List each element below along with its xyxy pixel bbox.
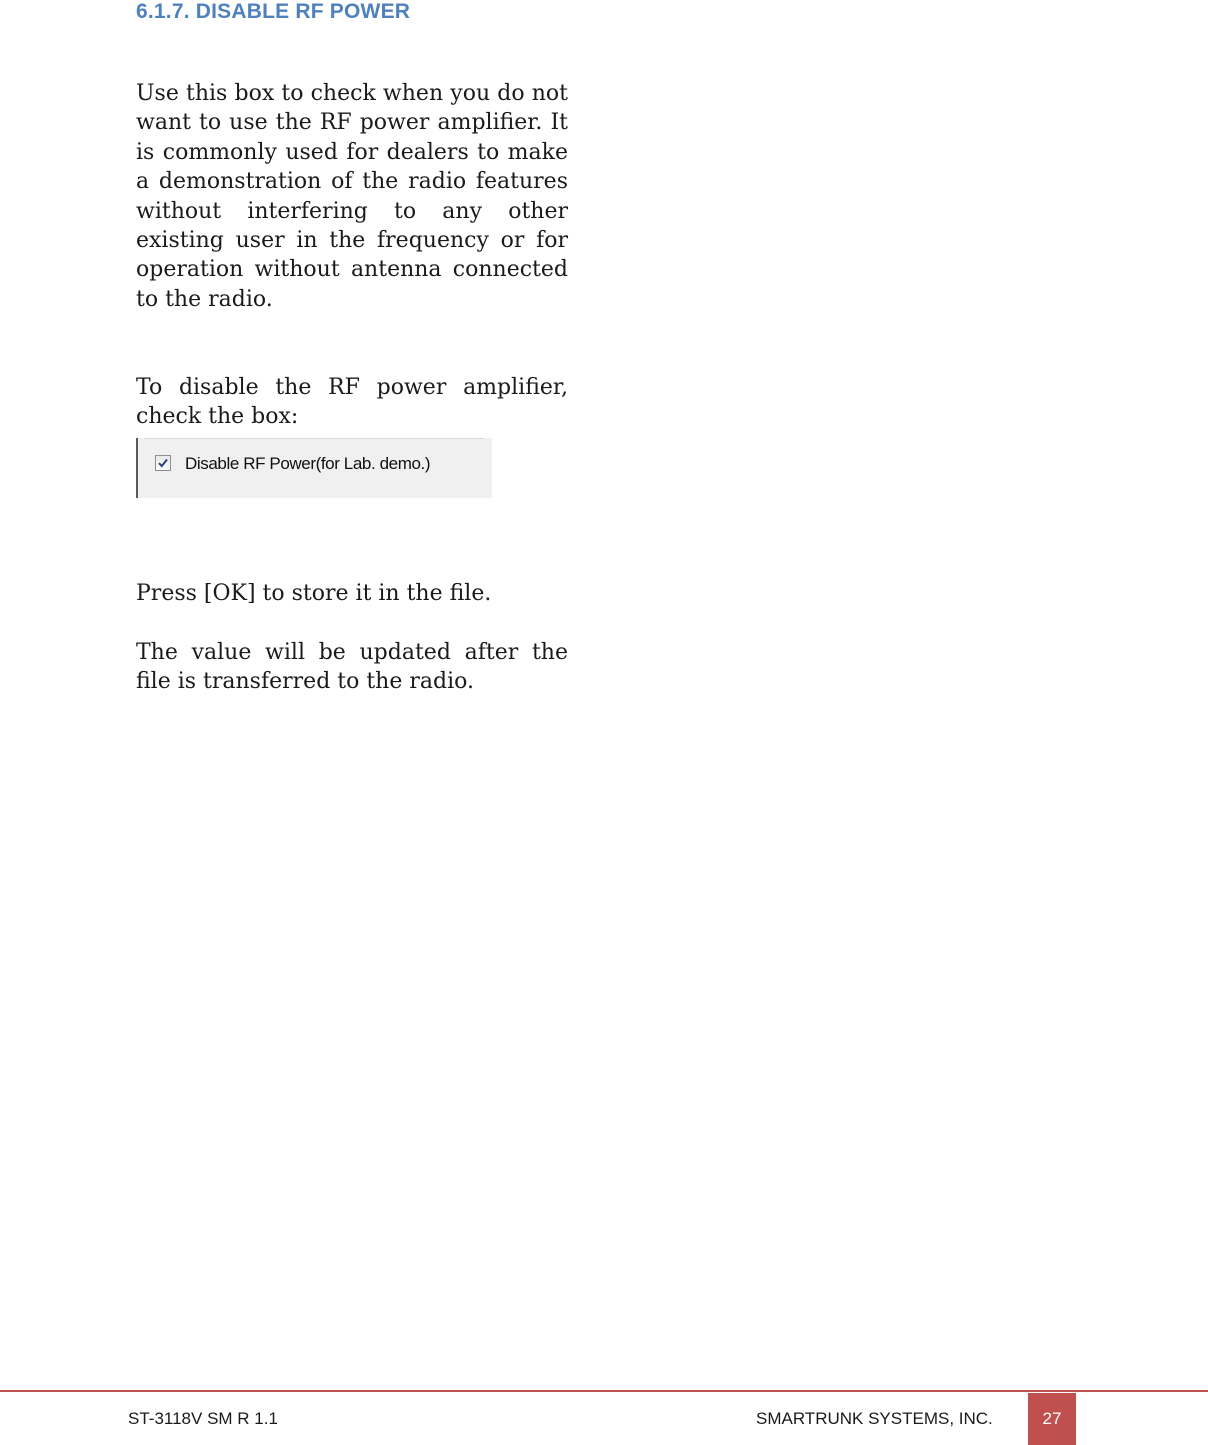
instruction-paragraph: To disable the RF power amplifier, check the box:: [136, 375, 568, 430]
store-paragraph: Press [OK] to store it in the file.: [136, 581, 492, 606]
disable-rf-power-checkbox[interactable]: [155, 455, 171, 471]
footer-rule: [0, 1390, 1208, 1392]
checkbox-screenshot: [136, 438, 492, 498]
page-number-badge: 27: [1028, 1393, 1076, 1445]
checkbox-label: Disable RF Power(for Lab. demo.): [185, 454, 431, 473]
section-heading: 6.1.7. DISABLE RF POWER: [136, 0, 411, 23]
update-paragraph: The value will be updated after the file is transferred to the radio.: [136, 640, 568, 695]
checkmark-icon: [157, 457, 169, 469]
description-paragraph: Use this box to check when you do not want to use the RF power amplifier. It is commonly used for dealers to make a demonstration of the radio features without interfering to any other existing user in the frequency or for operation without antenna connected to the radio.: [136, 81, 568, 312]
screenshot-top-border: [144, 438, 484, 439]
footer-doc-id: ST-3118V SM R 1.1: [128, 1409, 278, 1428]
footer-company: SMARTRUNK SYSTEMS, INC.: [756, 1409, 993, 1428]
